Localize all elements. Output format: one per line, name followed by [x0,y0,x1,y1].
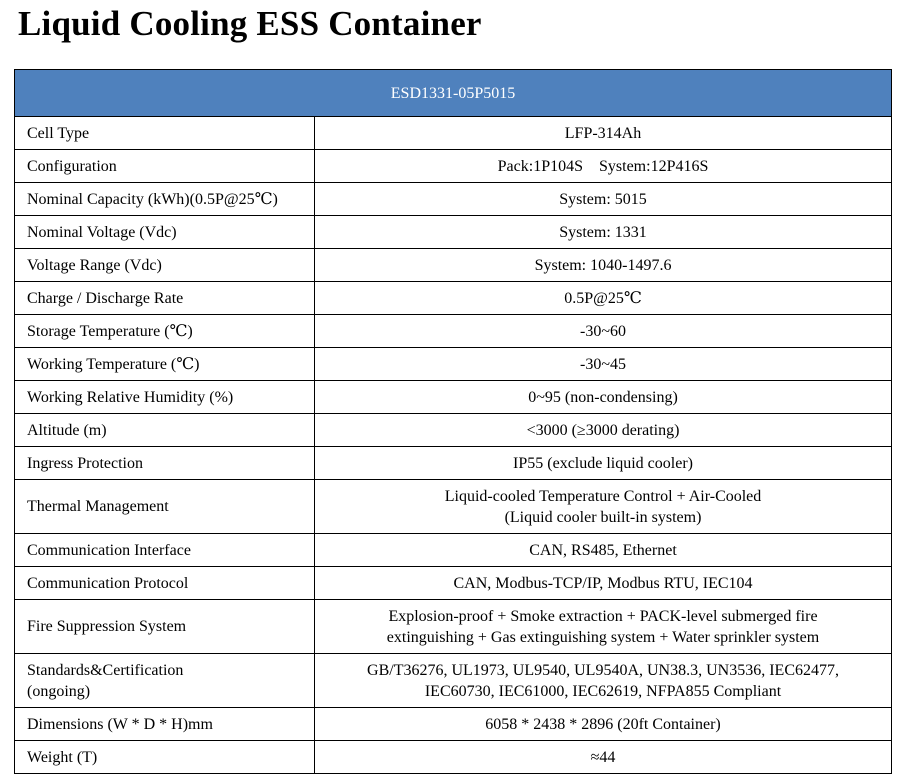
row-value: 6058 * 2438 * 2896 (20ft Container) [315,708,892,741]
row-value: 0.5P@25℃ [315,282,892,315]
row-value: 0~95 (non-condensing) [315,381,892,414]
row-label: Fire Suppression System [15,600,315,654]
row-value [315,654,892,708]
table-row [15,348,892,381]
spec-table [14,69,892,774]
row-value-line: IEC60730, IEC61000, IEC62619, NFPA855 Compliant [424,682,782,700]
row-label: Altitude (m) [15,414,315,447]
row-label-line: Standards&Certification [27,661,184,679]
row-label: Communication Interface [15,534,315,567]
row-label: Configuration [15,150,315,183]
row-label: Thermal Management [15,480,315,534]
table-row [15,534,892,567]
row-label: Ingress Protection [15,447,315,480]
row-value: CAN, Modbus-TCP/IP, Modbus RTU, IEC104 [315,567,892,600]
table-row [15,117,892,150]
row-label: Nominal Voltage (Vdc) [15,216,315,249]
row-value: IP55 (exclude liquid cooler) [315,447,892,480]
row-value-line: GB/T36276, UL1973, UL9540, UL9540A, UN38.3, UN3536, IEC62477, [367,661,839,679]
row-label: Weight (T) [15,741,315,774]
row-label: Storage Temperature (℃) [15,315,315,348]
row-value: System: 1331 [315,216,892,249]
table-row [15,216,892,249]
row-value [315,480,892,534]
table-row [15,414,892,447]
row-label: Communication Protocol [15,567,315,600]
row-label: Dimensions (W * D * H)mm [15,708,315,741]
table-row [15,741,892,774]
table-row [15,654,892,708]
row-value: <3000 (≥3000 derating) [315,414,892,447]
table-header-row [15,70,892,117]
row-value: LFP-314Ah [315,117,892,150]
row-value-line: extinguishing + Gas extinguishing system + Water sprinkler system [386,628,820,646]
page-title: Liquid Cooling ESS Container [18,4,482,43]
table-row [15,381,892,414]
row-label-line: (ongoing) [27,682,91,700]
row-value-line: (Liquid cooler built-in system) [504,508,702,526]
row-value: Pack:1P104S System:12P416S [315,150,892,183]
row-value: ≈44 [315,741,892,774]
row-label: Charge / Discharge Rate [15,282,315,315]
table-row [15,249,892,282]
row-label: Cell Type [15,117,315,150]
table-row [15,315,892,348]
row-value [315,600,892,654]
table-row [15,567,892,600]
row-value: System: 5015 [315,183,892,216]
row-value: -30~60 [315,315,892,348]
table-row [15,708,892,741]
row-label: Working Temperature (℃) [15,348,315,381]
model-number: ESD1331-05P5015 [15,70,892,117]
table-row [15,600,892,654]
row-value: CAN, RS485, Ethernet [315,534,892,567]
table-row [15,150,892,183]
table-row [15,480,892,534]
row-value-line: Explosion-proof + Smoke extraction + PACK-level submerged fire [388,607,818,625]
row-label: Nominal Capacity (kWh)(0.5P@25℃) [15,183,315,216]
row-value: System: 1040-1497.6 [315,249,892,282]
row-label: Voltage Range (Vdc) [15,249,315,282]
row-value-line: Liquid-cooled Temperature Control + Air-Cooled [444,487,762,505]
row-label [15,654,315,708]
table-row [15,183,892,216]
table-row [15,447,892,480]
row-label: Working Relative Humidity (%) [15,381,315,414]
row-value: -30~45 [315,348,892,381]
table-row [15,282,892,315]
